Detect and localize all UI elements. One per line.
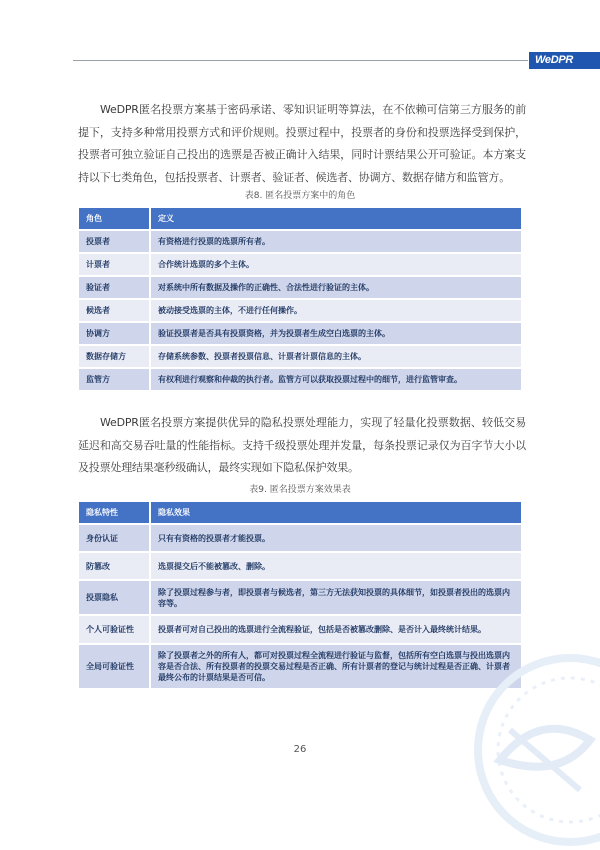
table9-caption: 表9. 匿名投票方案效果表 — [249, 485, 351, 495]
row-definition: 对系统中所有数据及操作的正确性、合法性进行验证的主体。 — [151, 277, 521, 300]
column-header: 隐私效果 — [151, 502, 521, 525]
row-definition: 有权利进行观察和仲裁的执行者。监管方可以获取投票过程中的细节，进行监管审查。 — [151, 369, 521, 392]
row-definition: 投票者可对自己投出的选票进行全流程验证，包括是否被篡改删除、是否计入最终统计结果。 — [151, 616, 521, 645]
column-header: 角色 — [79, 208, 151, 231]
table-row — [79, 300, 521, 323]
table-row — [79, 645, 521, 690]
row-label: 个人可验证性 — [79, 616, 151, 645]
row-definition: 除了投票者之外的所有人，都可对投票过程全流程进行验证与监督，包括所有空白选票与投出选票内容是否合法、所有投票者的投票交易过程是否正确、所有计票者的登记与统计过程是否正确、计票者最终公布的计票结果是否可信。 — [151, 645, 521, 690]
table-row — [79, 553, 521, 581]
table8-caption: 表8. 匿名投票方案中的角色 — [244, 191, 356, 201]
row-definition: 选票提交后不能被篡改、删除。 — [151, 553, 521, 581]
row-label: 身份认证 — [79, 525, 151, 553]
row-label: 投票隐私 — [79, 581, 151, 616]
page-number: 26 — [293, 744, 307, 755]
table-row — [79, 525, 521, 553]
table-row — [79, 369, 521, 392]
row-label: 协调方 — [79, 323, 151, 346]
row-definition: 除了投票过程参与者，即投票者与候选者，第三方无法获知投票的具体细节，如投票者投出的选票内容等。 — [151, 581, 521, 616]
table-row — [79, 581, 521, 616]
roles-table — [79, 208, 521, 392]
table-row — [79, 254, 521, 277]
table-row — [79, 346, 521, 369]
row-definition: 合作统计选票的多个主体。 — [151, 254, 521, 277]
column-header: 定义 — [151, 208, 521, 231]
row-label: 验证者 — [79, 277, 151, 300]
intro-paragraph: WeDPR匿名投票方案基于密码承诺、零知识证明等算法，在不依赖可信第三方服务的前提下，支持多种常用投票方式和评价规则。投票过程中，投票者的身份和投票选择受到保护，投票者可独立验证自己投出的选票是否被正确计入结果，同时计票结果公开可验证。本方案支持以下七类角色，包括投票者、计票者、验证者、候选者、协调方、数据存储方和监管方。 — [78, 103, 526, 184]
row-definition: 存储系统参数、投票者投票信息、计票者计票信息的主体。 — [151, 346, 521, 369]
row-label: 候选者 — [79, 300, 151, 323]
table-header-row — [79, 208, 521, 231]
row-label: 全局可验证性 — [79, 645, 151, 690]
privacy-effects-table — [79, 502, 521, 690]
row-label: 监管方 — [79, 369, 151, 392]
table-row — [79, 277, 521, 300]
row-label: 防篡改 — [79, 553, 151, 581]
table-row — [79, 231, 521, 254]
performance-paragraph: WeDPR匿名投票方案提供优异的隐私投票处理能力，实现了轻量化投票数据、较低交易延迟和高交易吞吐量的性能指标。支持千级投票处理并发量，每条投票记录仅为百字节大小以及投票处理结果毫秒级确认，最终实现如下隐私保护效果。 — [78, 416, 526, 474]
row-label: 计票者 — [79, 254, 151, 277]
brand-logo: WeDPR — [529, 52, 600, 69]
row-definition: 只有有资格的投票者才能投票。 — [151, 525, 521, 553]
row-definition: 验证投票者是否具有投票资格，并为投票者生成空白选票的主体。 — [151, 323, 521, 346]
table-header-row — [79, 502, 521, 525]
row-definition: 被动接受选票的主体，不进行任何操作。 — [151, 300, 521, 323]
header-rule — [73, 60, 528, 61]
row-label: 数据存储方 — [79, 346, 151, 369]
table-row — [79, 323, 521, 346]
column-header: 隐私特性 — [79, 502, 151, 525]
row-definition: 有资格进行投票的选票所有者。 — [151, 231, 521, 254]
row-label: 投票者 — [79, 231, 151, 254]
table-row — [79, 616, 521, 645]
